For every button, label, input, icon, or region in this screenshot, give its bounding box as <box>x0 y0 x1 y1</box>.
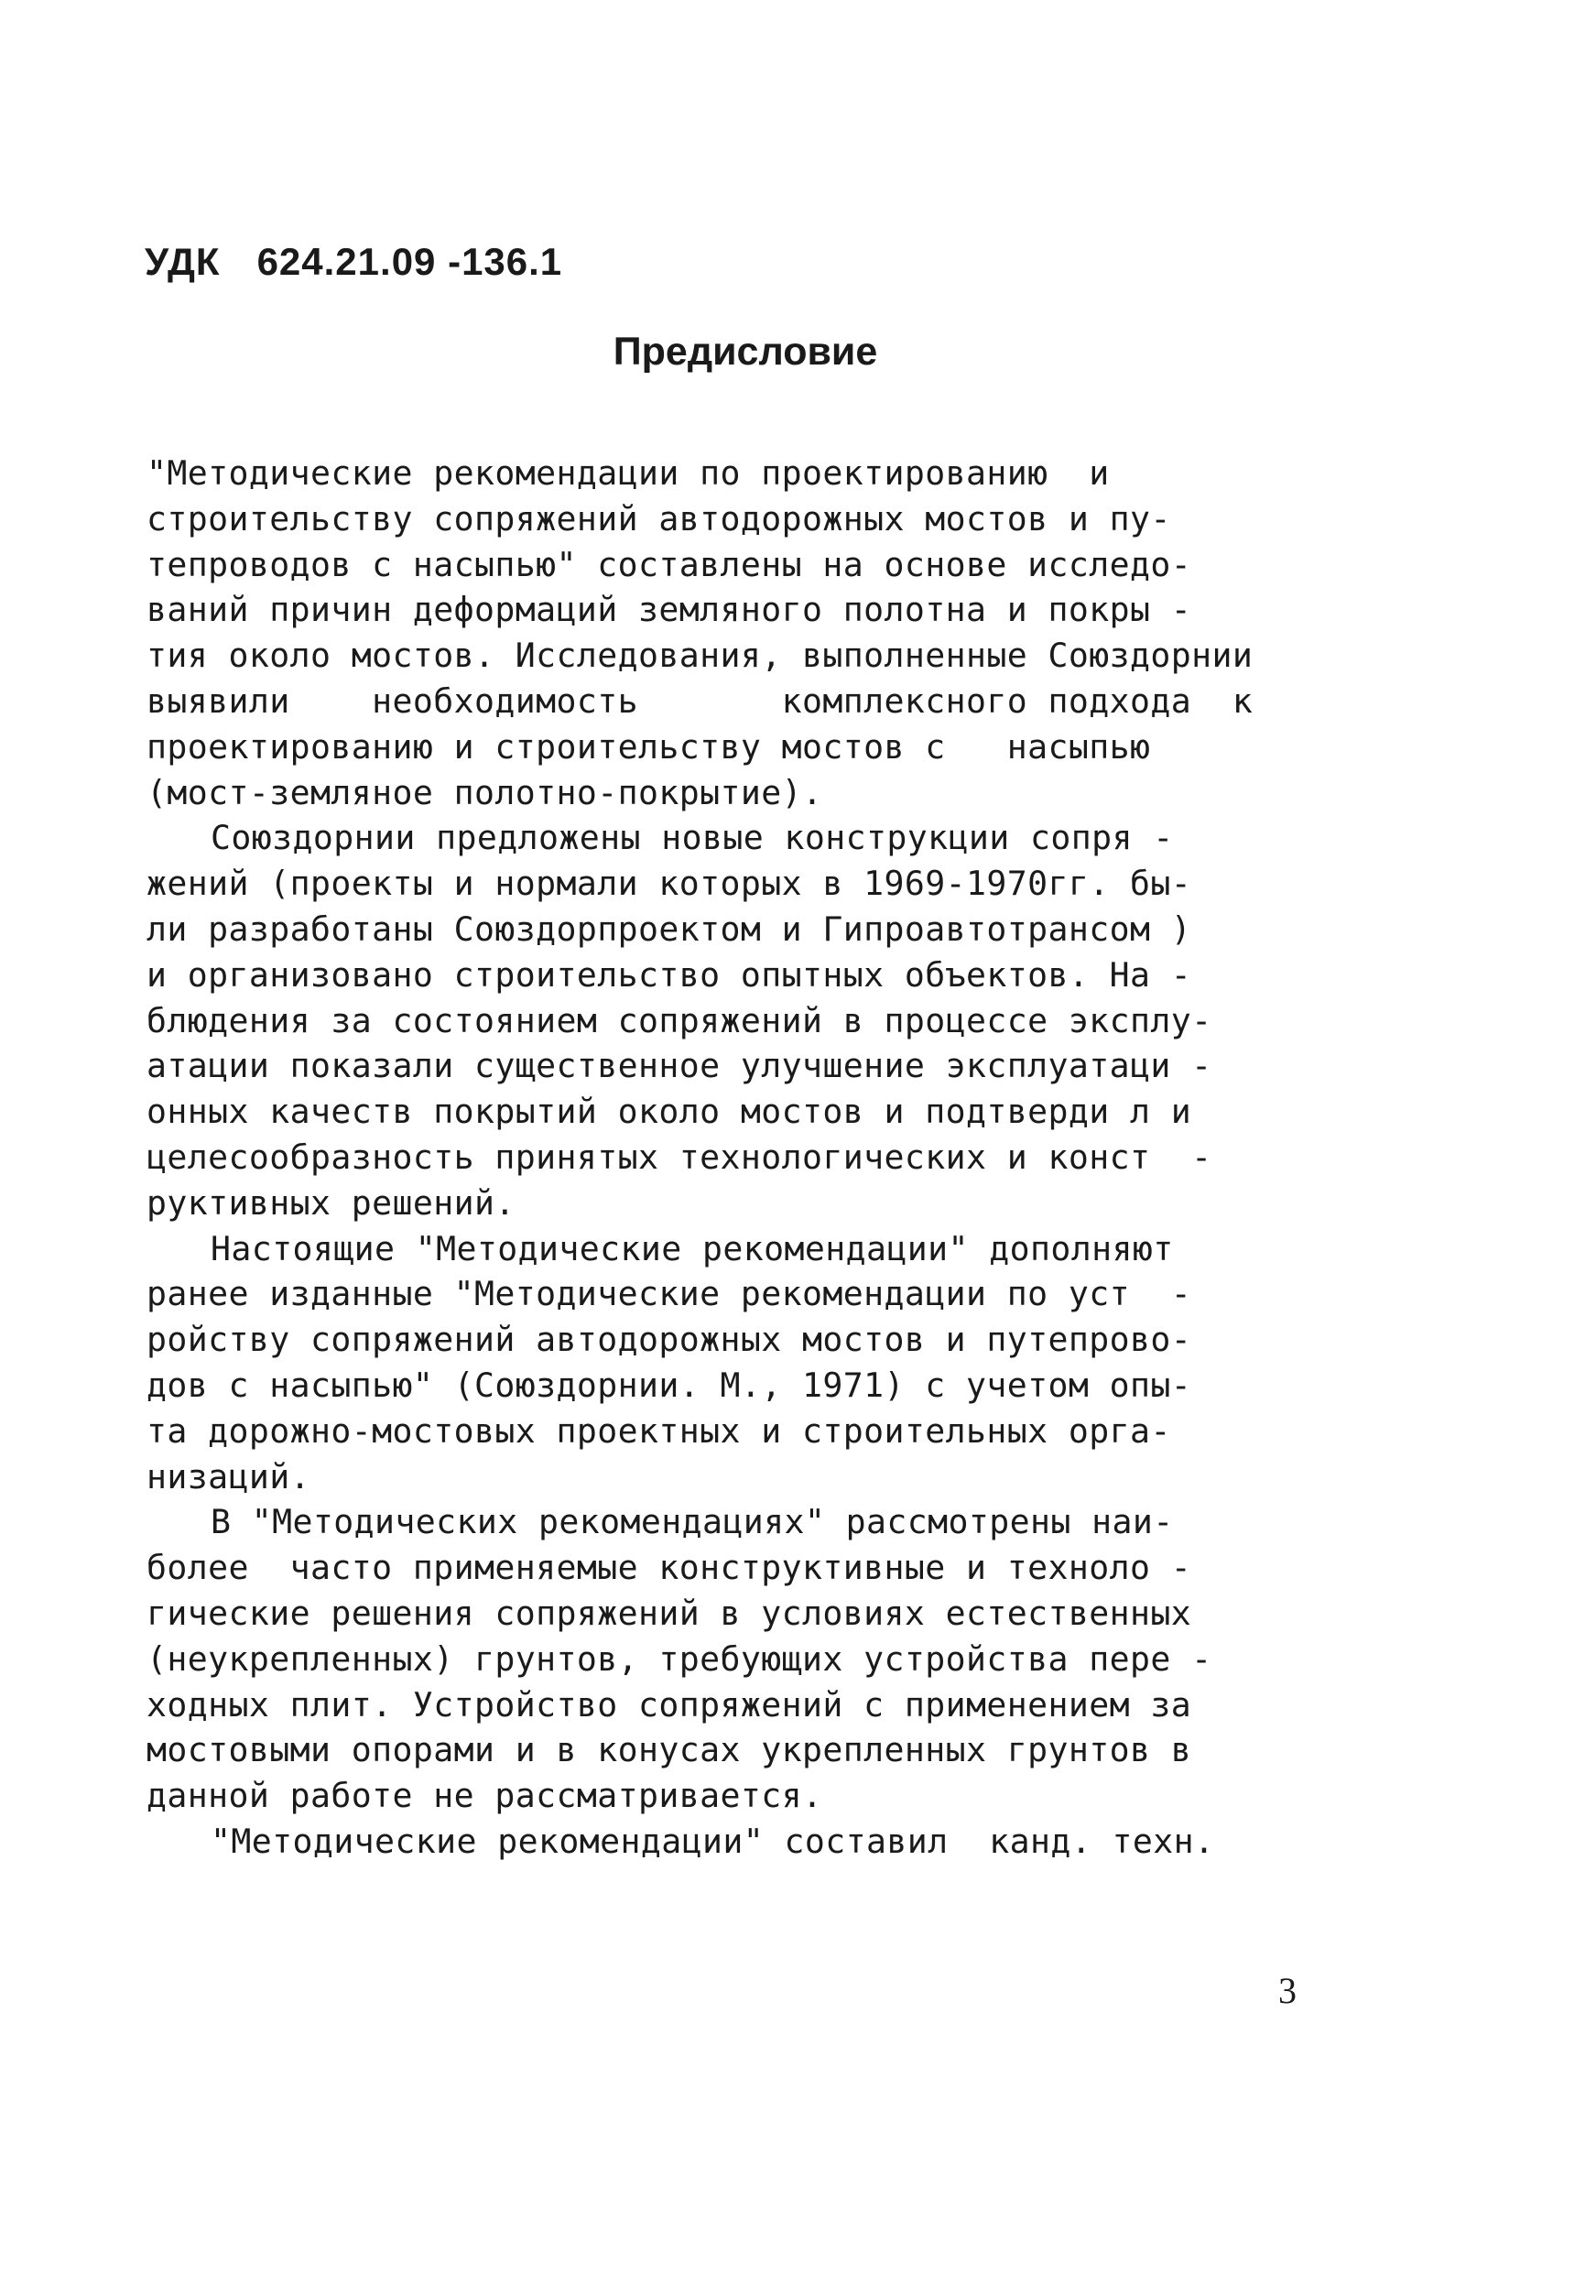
text-line: "Методические рекомендации по проектированию и <box>147 453 1110 493</box>
section-title: Предисловие <box>613 330 878 374</box>
text-line: ройству сопряжений автодорожных мостов и путепрово- <box>147 1320 1192 1360</box>
udc-number: 624.21.09 -136.1 <box>256 240 563 283</box>
text-line: низаций. <box>147 1456 310 1496</box>
udc-code <box>145 240 562 284</box>
text-line: руктивных решений. <box>147 1182 516 1223</box>
text-line: ли разработаны Союздорпроектом и Гипроавтотрансом ) <box>147 909 1192 949</box>
text-line: ходных плит. Устройство сопряжений с применением за <box>147 1684 1192 1725</box>
text-line: блюдения за состоянием сопряжений в процессе эксплу- <box>147 1000 1212 1040</box>
text-line: ранее изданные "Методические рекомендации по уст - <box>147 1274 1192 1314</box>
text-line: ваний причин деформаций земляного полотна и покры - <box>147 590 1192 630</box>
preface-text <box>147 451 1328 1865</box>
text-line: та дорожно-мостовых проектных и строительных орга- <box>147 1410 1171 1451</box>
text-line: онных качеств покрытий около мостов и подтверди л и <box>147 1092 1192 1132</box>
text-line: тия около мостов. Исследования, выполненные Союздорнии <box>147 636 1254 676</box>
text-line: строительству сопряжений автодорожных мостов и пу- <box>147 498 1171 539</box>
text-line: мостовыми опорами и в конусах укрепленных грунтов в <box>147 1730 1192 1770</box>
text-line: В "Методических рекомендациях" рассмотрены наи- <box>211 1502 1174 1542</box>
page-number: 3 <box>1278 1970 1297 2011</box>
text-line: более часто применяемые конструктивные и техноло - <box>147 1548 1192 1588</box>
text-line: тепроводов с насыпью" составлены на основе исследо- <box>147 544 1192 584</box>
text-line: данной работе не рассматривается. <box>147 1776 823 1816</box>
text-line: и организовано строительство опытных объектов. На - <box>147 954 1192 995</box>
text-line: атации показали существенное улучшение эксплуатаци - <box>147 1046 1212 1086</box>
text-line: (неукрепленных) грунтов, требующих устройства пере - <box>147 1638 1212 1679</box>
text-line: проектированию и строительству мостов с насыпью <box>147 726 1151 767</box>
text-line: жений (проекты и нормали которых в 1969-1970гг. бы- <box>147 864 1192 904</box>
text-line: целесообразность принятых технологических и конст - <box>147 1137 1212 1177</box>
text-line: "Методические рекомендации" составил канд. техн. <box>211 1821 1215 1861</box>
text-line: Настоящие "Методические рекомендации" дополняют <box>211 1228 1174 1268</box>
text-line: Союздорнии предложены новые конструкции сопря - <box>211 818 1174 858</box>
text-line: дов с насыпью" (Союздорнии. М., 1971) с учетом опы- <box>147 1365 1192 1405</box>
udc-label: УДК <box>145 240 221 283</box>
text-line: выявили необходимость комплексного подхода к <box>147 680 1254 721</box>
text-line: гические решения сопряжений в условиях естественных <box>147 1593 1192 1633</box>
text-line: (мост-земляное полотно-покрытие). <box>147 772 823 812</box>
